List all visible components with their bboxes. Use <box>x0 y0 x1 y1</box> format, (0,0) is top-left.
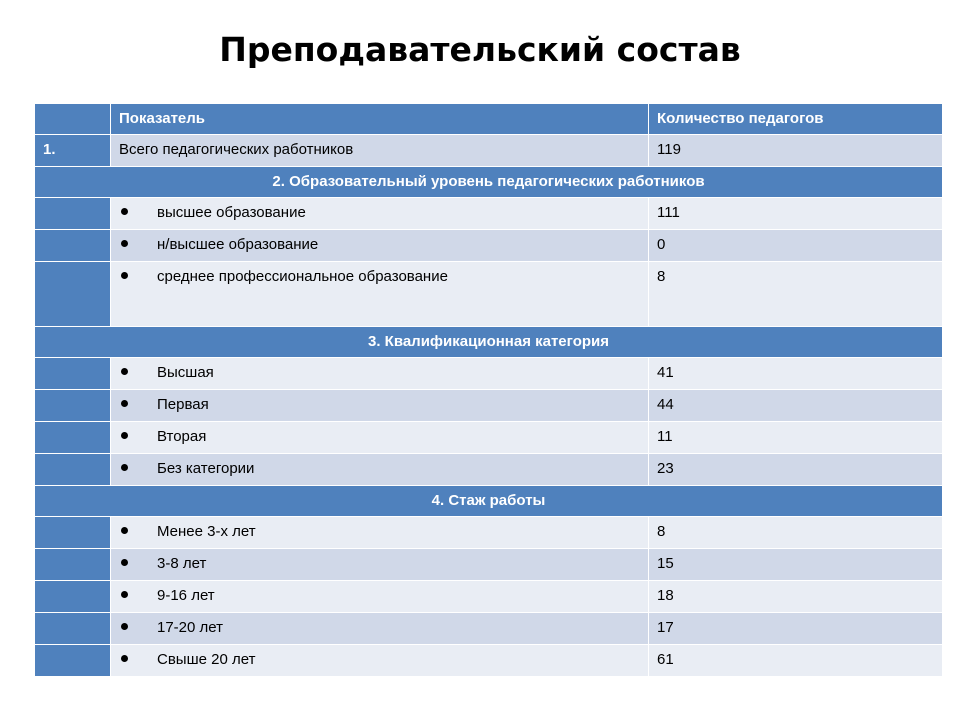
row-value: 23 <box>649 454 943 486</box>
row-label-cell <box>111 454 649 486</box>
bullet-icon <box>119 553 157 575</box>
row-value: 8 <box>649 517 943 549</box>
bullet-icon <box>119 202 157 224</box>
row-number <box>35 262 111 327</box>
row-value: 11 <box>649 422 943 454</box>
page-title: Преподавательский состав <box>219 30 741 69</box>
row-number <box>35 230 111 262</box>
row-label: Первая <box>157 396 209 413</box>
row-label-cell <box>111 517 649 549</box>
bullet-icon <box>119 521 157 543</box>
table-row <box>35 422 943 454</box>
row-label-cell <box>111 230 649 262</box>
row-number <box>35 422 111 454</box>
header-cell-number <box>35 104 111 135</box>
table-row <box>35 262 943 327</box>
row-number <box>35 581 111 613</box>
row-number <box>35 517 111 549</box>
table-row <box>35 454 943 486</box>
row-value: 111 <box>649 198 943 230</box>
row-label-cell <box>111 549 649 581</box>
row-value: 0 <box>649 230 943 262</box>
row-label: Высшая <box>157 364 214 381</box>
row-value: 18 <box>649 581 943 613</box>
row-number <box>35 454 111 486</box>
row-number <box>35 645 111 677</box>
table-row <box>35 358 943 390</box>
row-value: 61 <box>649 645 943 677</box>
section-row-education <box>35 167 943 198</box>
row-number <box>35 549 111 581</box>
table-row <box>35 645 943 677</box>
row-value: 8 <box>649 262 943 327</box>
table-row <box>35 549 943 581</box>
bullet-icon <box>119 266 157 288</box>
bullet-icon <box>119 234 157 256</box>
row-label-cell <box>111 358 649 390</box>
row-label-cell <box>111 422 649 454</box>
header-cell-indicator: Показатель <box>111 104 649 135</box>
row-label-cell <box>111 262 649 327</box>
header-cell-count: Количество педагогов <box>649 104 943 135</box>
row-value: 17 <box>649 613 943 645</box>
row-value: 44 <box>649 390 943 422</box>
row-number <box>35 358 111 390</box>
bullet-icon <box>119 394 157 416</box>
bullet-icon <box>119 617 157 639</box>
table-header-row <box>35 104 943 135</box>
bullet-icon <box>119 585 157 607</box>
bullet-icon <box>119 649 157 671</box>
row-label: 9-16 лет <box>157 587 215 604</box>
table-row <box>35 581 943 613</box>
bullet-icon <box>119 426 157 448</box>
row-label: высшее образование <box>157 204 306 221</box>
table-row <box>35 230 943 262</box>
table-row-total <box>35 135 943 167</box>
row-label-cell <box>111 198 649 230</box>
row-label: н/высшее образование <box>157 236 319 253</box>
row-label-cell <box>111 581 649 613</box>
row-label: Всего педагогических работников <box>111 135 649 167</box>
row-number <box>35 198 111 230</box>
table-row <box>35 613 943 645</box>
row-number <box>35 390 111 422</box>
row-label-cell <box>111 645 649 677</box>
section-row-experience <box>35 486 943 517</box>
staff-table <box>34 103 943 677</box>
bullet-icon <box>119 362 157 384</box>
bullet-icon <box>119 458 157 480</box>
row-label-cell <box>111 613 649 645</box>
row-label: 17-20 лет <box>157 619 223 636</box>
table-row <box>35 198 943 230</box>
row-value: 119 <box>649 135 943 167</box>
section-row-qualification <box>35 327 943 358</box>
row-value: 15 <box>649 549 943 581</box>
row-number <box>35 613 111 645</box>
section-title: 2. Образовательный уровень педагогических работников <box>35 167 943 198</box>
section-title: 3. Квалификационная категория <box>35 327 943 358</box>
row-label: среднее профессиональное образование <box>157 268 448 285</box>
table-row <box>35 390 943 422</box>
row-number: 1. <box>35 135 111 167</box>
table-row <box>35 517 943 549</box>
row-label: Без категории <box>157 460 255 477</box>
row-label: Свыше 20 лет <box>157 651 256 668</box>
row-label-cell <box>111 390 649 422</box>
section-title: 4. Стаж работы <box>35 486 943 517</box>
row-label: Вторая <box>157 428 207 445</box>
row-label: 3-8 лет <box>157 555 207 572</box>
row-label: Менее 3-х лет <box>157 523 256 540</box>
row-value: 41 <box>649 358 943 390</box>
